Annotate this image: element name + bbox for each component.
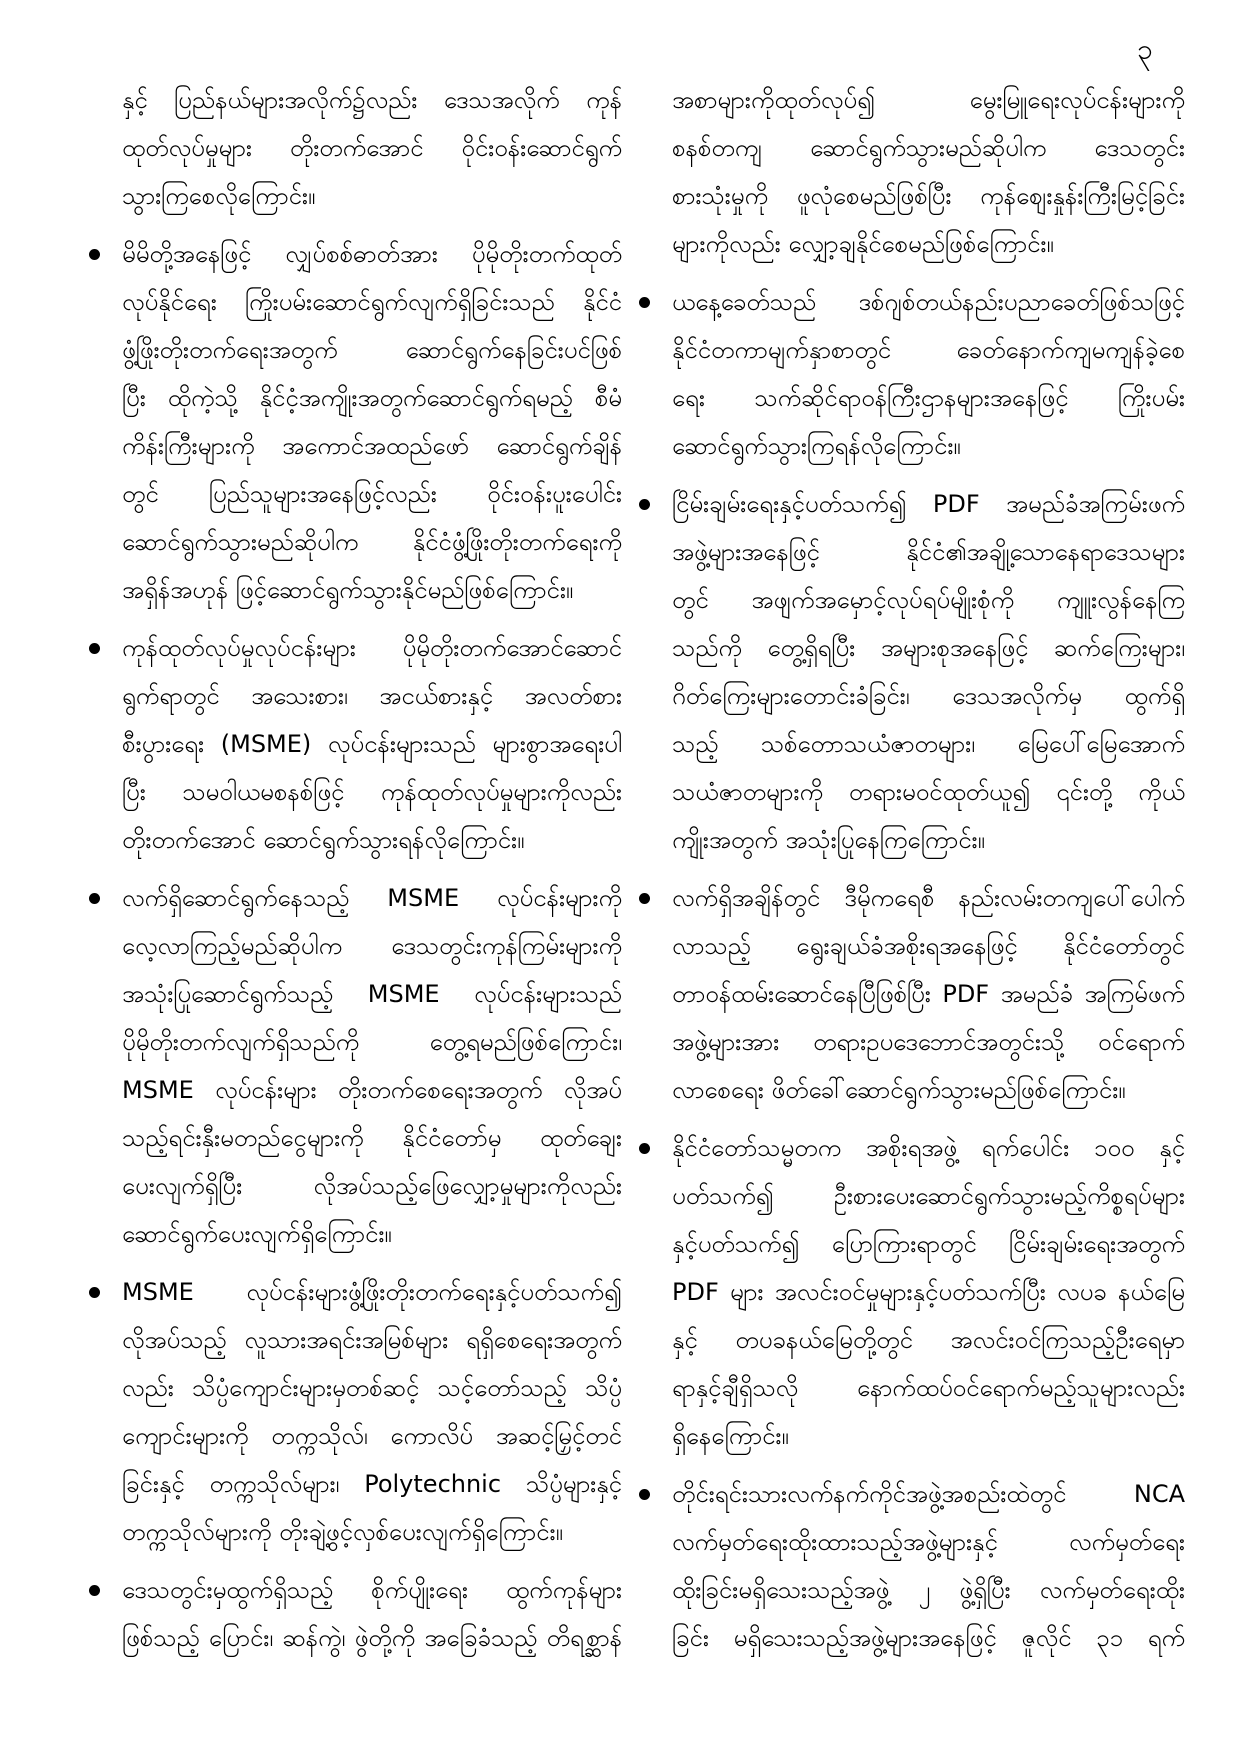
paragraph: [635, 1470, 1185, 1662]
text-line: တိုင်းရင်းသားလက်နက်ကိုင်အဖွဲ့အစည်းထဲတွင် NCA: [672, 1480, 1185, 1508]
text-line: MSME လုပ်ငန်းများဖွံ့ဖြိုးတိုးတက်ရေးနှင့်ပတ်သက်၍: [122, 1278, 622, 1306]
text-line: ဂိတ်ကြေးများတောင်းခံခြင်း၊ ဒေသအလိုက်မှ ထွက်ရှိ: [672, 682, 1185, 710]
paragraph: [635, 874, 1185, 1114]
text-line: ထိုးခြင်းမရှိသေးသည့်အဖွဲ့ ၂ ဖွဲ့ရှိပြီး လက်မှတ်ရေးထိုး: [672, 1576, 1185, 1604]
text-line: လက်မှတ်ရေးထိုးထားသည့်အဖွဲ့များနှင့် လက်မှတ်ရေး: [672, 1528, 1185, 1556]
paragraph: [85, 1566, 622, 1662]
bullet-icon: [639, 1143, 650, 1154]
text-line: ရေး သက်ဆိုင်ရာဝန်ကြီးဌာနများအနေဖြင့် ကြိုးပမ်း: [672, 384, 1185, 412]
text-line: စီးပွားရေး (MSME) လုပ်ငန်းများသည် များစွာအရေးပါ: [122, 730, 622, 758]
text-line: များကိုလည်း လျှော့ချနိုင်စေမည်ဖြစ်ကြောင်း။: [672, 230, 1054, 258]
text-line: နှင့် ပြည်နယ်များအလိုက်၌လည်း ဒေသအလိုက် ကုန်: [122, 86, 622, 114]
text-line: ယနေ့ခေတ်သည် ဒစ်ဂျစ်တယ်နည်းပညာခေတ်ဖြစ်သဖြင့်: [672, 288, 1185, 316]
text-line: ဆောင်ရွက်သွားမည်ဆိုပါက နိုင်ငံဖွံ့ဖြိုးတိုးတက်ရေးကို: [122, 528, 622, 556]
text-line: လက်ရှိအချိန်တွင် ဒီမိုကရေစီ နည်းလမ်းတကျပေါ်ပေါက်: [672, 884, 1185, 912]
text-line: မိမိတို့အနေဖြင့် လျှပ်စစ်ဓာတ်အား ပိုမိုတိုးတက်ထုတ်: [122, 240, 622, 268]
text-line: နိုင်ငံတော်သမ္မတက အစိုးရအဖွဲ့ ရက်ပေါင်း ၁၀၀ နှင့်: [672, 1134, 1185, 1162]
text-line: သည့်ရင်းနှီးမတည်ငွေများကို နိုင်ငံတော်မှ ထုတ်ချေး: [122, 1124, 622, 1152]
text-line: ပေးလျက်ရှိပြီး လိုအပ်သည့်ဖြေလျှော့မှုများကိုလည်း: [122, 1172, 622, 1200]
bullet-icon: [639, 893, 650, 904]
text-line: လုပ်နိုင်ရေး ကြိုးပမ်းဆောင်ရွက်လျက်ရှိခြင်းသည် နိုင်ငံ: [122, 288, 622, 316]
paragraph: [85, 624, 622, 864]
text-line: အရှိန်အဟုန် ဖြင့်ဆောင်ရွက်သွားနိုင်မည်ဖြစ်ကြောင်း။: [122, 576, 574, 604]
bullet-icon: [639, 1489, 650, 1500]
text-line: ကုန်ထုတ်လုပ်မှုလုပ်ငန်းများ ပိုမိုတိုးတက်အောင်ဆောင်: [122, 634, 622, 662]
text-line: ပတ်သက်၍ ဦးစားပေးဆောင်ရွက်သွားမည့်ကိစ္စရပ်များ: [672, 1182, 1185, 1210]
bullet-icon: [89, 1287, 100, 1298]
bullet-icon: [89, 893, 100, 904]
text-line: စနစ်တကျ ဆောင်ရွက်သွားမည်ဆိုပါက ဒေသတွင်း: [672, 134, 1185, 162]
text-line: သည့် သစ်တောသယံဇာတများ၊ မြေပေါ်မြေအောက်: [672, 730, 1185, 758]
text-line: ရာနှင့်ချီရှိသလို နောက်ထပ်ဝင်ရောက်မည့်သူများလည်း: [672, 1374, 1185, 1402]
text-line: MSME လုပ်ငန်းများ တိုးတက်စေရေးအတွက် လိုအပ်: [122, 1076, 622, 1104]
bullet-icon: [89, 643, 100, 654]
paragraph: [635, 76, 1185, 268]
page-number: ၃: [1137, 33, 1153, 66]
text-line: တိုးတက်အောင် ဆောင်ရွက်သွားရန်လိုကြောင်း။: [122, 826, 525, 854]
text-line: သယံဇာတများကို တရားမဝင်ထုတ်ယူ၍ ၎င်းတို့ ကိုယ်: [672, 778, 1185, 806]
text-line: ဆောင်ရွက်ပေးလျက်ရှိကြောင်း။: [122, 1220, 392, 1248]
text-line: အသုံးပြုဆောင်ရွက်သည့် MSME လုပ်ငန်းများသည်: [122, 980, 622, 1008]
text-line: စားသုံးမှုကို ဖူလုံစေမည်ဖြစ်ပြီး ကုန်စျေးနှုန်းကြီးမြင့်ခြင်း: [672, 182, 1185, 210]
paragraph: [85, 76, 622, 220]
text-line: အစာများကိုထုတ်လုပ်၍ မွေးမြူရေးလုပ်ငန်းများကို: [672, 86, 1185, 114]
paragraph: [85, 230, 622, 614]
text-line: နှင့်ပတ်သက်၍ ပြောကြားရာတွင် ငြိမ်းချမ်းရေးအတွက်: [672, 1230, 1185, 1258]
text-line: တွင် အဖျက်အမှောင့်လုပ်ရပ်မျိုးစုံကို ကျူးလွန်နေကြ: [672, 586, 1185, 614]
text-line: ဖြစ်သည့် ပြောင်း၊ ဆန်ကွဲ၊ ဖွဲတို့ကို အခြေခံသည့် တိရစ္ဆာန်: [122, 1624, 622, 1652]
text-line: နိုင်ငံတကာမျက်နှာစာတွင် ခေတ်နောက်ကျမကျန်ခဲ့စေ: [672, 336, 1185, 364]
text-line: ဖွံ့ဖြိုးတိုးတက်ရေးအတွက် ဆောင်ရွက်နေခြင်းပင်ဖြစ်: [122, 336, 622, 364]
text-line: တက္ကသိုလ်များကို တိုးချဲ့ဖွင့်လှစ်ပေးလျက်ရှိကြောင်း။: [122, 1518, 563, 1546]
text-line: သည်ကို တွေ့ရှိရပြီး အများစုအနေဖြင့် ဆက်ကြေးများ၊: [672, 634, 1185, 662]
text-line: ထုတ်လုပ်မှုများ တိုးတက်အောင် ဝိုင်းဝန်းဆောင်ရွက်: [122, 134, 622, 162]
text-line: သွားကြစေလိုကြောင်း။: [122, 182, 316, 210]
paragraph: [85, 1268, 622, 1556]
text-line: ပြီး သမဝါယမစနစ်ဖြင့် ကုန်ထုတ်လုပ်မှုများကိုလည်း: [122, 778, 622, 806]
text-line: ကျောင်းများကို တက္ကသိုလ်၊ ကောလိပ် အဆင့်မြှင့်တင်: [122, 1422, 622, 1450]
text-line: လည်း သိပ္ပံကျောင်းများမှတစ်ဆင့် သင့်တော်သည့် သိပ္ပံ: [122, 1374, 622, 1402]
text-line: အဖွဲ့များအား တရားဥပဒေဘောင်အတွင်းသို့ ဝင်ရောက်: [672, 1028, 1185, 1056]
paragraph: [635, 278, 1185, 470]
column-right: [635, 76, 1185, 1672]
text-line: လေ့လာကြည့်မည်ဆိုပါက ဒေသတွင်းကုန်ကြမ်းများကို: [122, 932, 622, 960]
text-line: တွင် ပြည်သူများအနေဖြင့်လည်း ဝိုင်းဝန်းပူးပေါင်း: [122, 480, 622, 508]
bullet-icon: [639, 499, 650, 510]
text-line: လက်ရှိဆောင်ရွက်နေသည့် MSME လုပ်ငန်းများကို: [122, 884, 622, 912]
text-line: အဖွဲ့များအနေဖြင့် နိုင်ငံ၏အချို့သောနေရာဒေသများ: [672, 538, 1185, 566]
text-line: ရွက်ရာတွင် အသေးစား၊ အငယ်စားနှင့် အလတ်စား: [122, 682, 622, 710]
text-line: နှင့် တပခနယ်မြေတို့တွင် အလင်းဝင်ကြသည့်ဦးရေမှာ: [672, 1326, 1185, 1354]
text-line: ပိုမိုတိုးတက်လျက်ရှိသည်ကို တွေ့ရမည်ဖြစ်ကြောင်း၊: [122, 1028, 622, 1056]
text-line: ငြိမ်းချမ်းရေးနှင့်ပတ်သက်၍ PDF အမည်ခံအကြမ်းဖက်: [672, 490, 1185, 518]
text-line: ကိန်းကြီးများကို အကောင်အထည်ဖော် ဆောင်ရွက်ချိန်: [122, 432, 622, 460]
text-line: PDF များ အလင်းဝင်မှုများနှင့်ပတ်သက်ပြီး လပခ နယ်မြေ: [672, 1278, 1185, 1306]
text-line: ခြင်းနှင့် တက္ကသိုလ်များ၊ Polytechnic သိပ္ပံများနှင့်: [122, 1470, 622, 1498]
text-line: လာစေရေး ဖိတ်ခေါ်ဆောင်ရွက်သွားမည်ဖြစ်ကြောင်း။: [672, 1076, 1126, 1104]
text-line: ကျိုးအတွက် အသုံးပြုနေကြကြောင်း။: [672, 826, 985, 854]
paragraph: [635, 1124, 1185, 1460]
text-line: ဒေသတွင်းမှထွက်ရှိသည့် စိုက်ပျိုးရေး ထွက်ကုန်များ: [122, 1576, 622, 1604]
bullet-icon: [89, 1585, 100, 1596]
paragraph: [85, 874, 622, 1258]
text-line: လိုအပ်သည့် လူသားအရင်းအမြစ်များ ရရှိစေရေးအတွက်: [122, 1326, 622, 1354]
text-line: လာသည့် ရွေးချယ်ခံအစိုးရအနေဖြင့် နိုင်ငံတော်တွင်: [672, 932, 1185, 960]
column-left: [85, 76, 622, 1672]
text-line: ရှိနေကြောင်း။: [672, 1422, 789, 1450]
bullet-icon: [639, 297, 650, 308]
bullet-icon: [89, 249, 100, 260]
text-line: ဆောင်ရွက်သွားကြရန်လိုကြောင်း။: [672, 432, 961, 460]
text-line: တာဝန်ထမ်းဆောင်နေပြီဖြစ်ပြီး PDF အမည်ခံ အကြမ်ဖက်: [672, 980, 1185, 1008]
paragraph: [635, 480, 1185, 864]
text-line: ခြင်း မရှိသေးသည့်အဖွဲ့များအနေဖြင့် ဇူလိုင် ၃၁ ရက်: [672, 1624, 1185, 1652]
text-line: ပြီး ထိုကဲ့သို့ နိုင်ငံ့အကျိုးအတွက်ဆောင်ရွက်ရမည့် စီမံ: [122, 384, 622, 412]
